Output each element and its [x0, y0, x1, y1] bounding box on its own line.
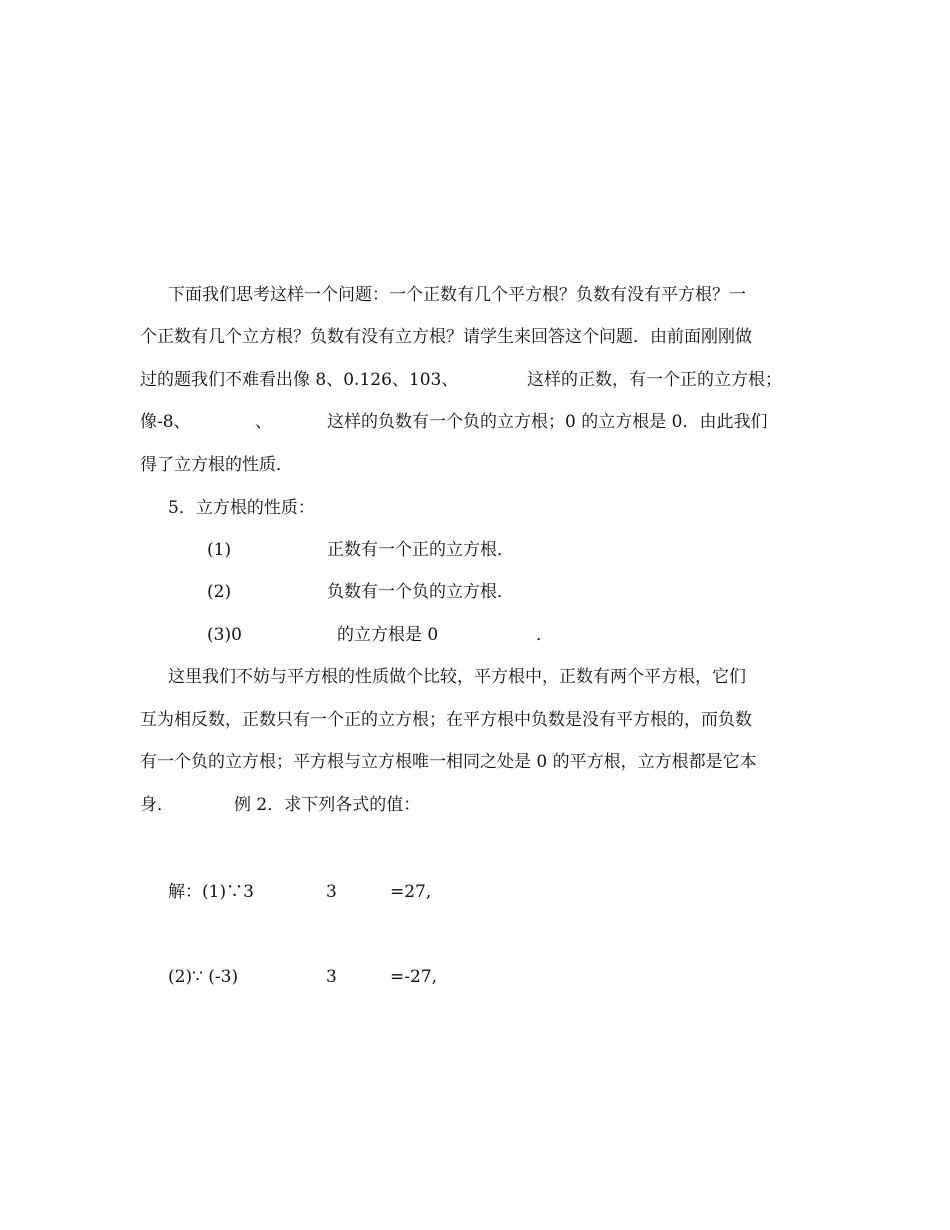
paragraph1-line2: 个正数有几个立方根？负数有没有立方根？请学生来回答这个问题．由前面刚刚做: [140, 327, 752, 347]
solution-2-start: (2)∵ (-3): [168, 967, 239, 987]
paragraph2-line3: 有一个负的立方根；平方根与立方根唯一相同之处是 0 的平方根，立方根都是它本: [140, 752, 757, 772]
solution-2-result: =-27,: [390, 967, 438, 987]
paragraph2-line4-start: 身．: [140, 795, 174, 815]
paragraph2-line1: 这里我们不妨与平方根的性质做个比较，平方根中，正数有两个平方根，它们: [168, 667, 746, 687]
solution-2-exponent: 3: [326, 967, 337, 987]
paragraph1-line4-start: 像-8、: [140, 412, 191, 432]
solution-1-result: =27,: [390, 882, 432, 902]
paragraph1-line4-separator: 、: [255, 412, 272, 432]
property-2-text: 负数有一个负的立方根．: [327, 582, 514, 602]
example-2-heading: 例 2．求下列各式的值：: [234, 795, 421, 815]
paragraph2-line2: 互为相反数，正数只有一个正的立方根；在平方根中负数是没有平方根的，而负数: [140, 710, 752, 730]
property-2-number: (2): [207, 582, 232, 602]
paragraph1-line3-start: 过的题我们不难看出像 8、0.126、103、: [140, 370, 459, 390]
section-heading: 5．立方根的性质：: [168, 498, 315, 518]
paragraph1-line5: 得了立方根的性质．: [140, 455, 293, 475]
solution-1-exponent: 3: [326, 882, 337, 902]
paragraph1-line3-end: 这样的正数，有一个正的立方根；: [527, 370, 782, 390]
solution-1-start: 解：(1)∵3: [168, 882, 254, 902]
property-3-text: 的立方根是 0: [337, 625, 439, 645]
paragraph1-line4-end: 这样的负数有一个负的立方根；0 的立方根是 0．由此我们: [327, 412, 768, 432]
property-1-number: (1): [207, 540, 232, 560]
paragraph1-line1: 下面我们思考这样一个问题：一个正数有几个平方根？负数有没有平方根？一: [168, 285, 746, 305]
property-1-text: 正数有一个正的立方根．: [327, 540, 514, 560]
property-3-tail: ．: [536, 625, 553, 645]
property-3-number: (3)0: [207, 625, 242, 645]
